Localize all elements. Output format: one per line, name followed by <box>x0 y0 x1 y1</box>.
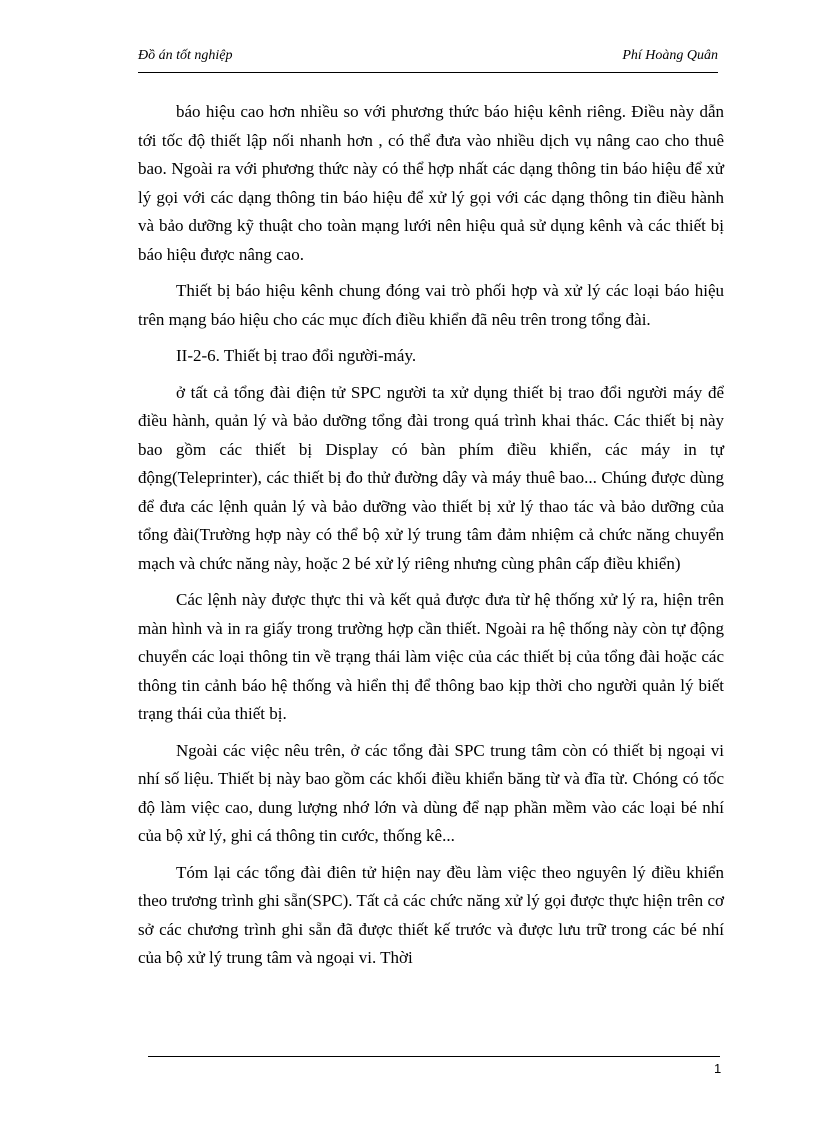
footer-divider <box>148 1056 720 1057</box>
paragraph-summary: Tóm lại các tổng đài điên tử hiện nay đều làm việc theo nguyên lý điều khiển theo trương trình ghi sẵn(SPC). Tất cả các chức năng xử lý gọi được thực hiện trên cơ sở các chương trình ghi sẵn đã được thiết kế trước và được lưu trữ trong các bé nhí của bộ xử lý trung tâm và ngoại vi. Thời <box>138 862 724 967</box>
header-author: Phí Hoàng Quân <box>622 48 718 63</box>
page-number: 1 <box>714 1061 722 1076</box>
paragraph-signaling-efficiency: báo hiệu cao hơn nhiều so với phương thức báo hiệu kênh riêng. Điều này dẫn tới tốc độ thiết lập nối nhanh hơn , có thể đưa vào nhiều dịch vụ nâng cao cho thuê bao. Ngoài ra với phương thức này có thể hợp nhất các dạng thông tin báo hiệu để xử lý gọi với các dạng thông tin báo hiệu để xử lý gọi với các dạng thông tin điều hành và bảo dưỡng kỹ thuật cho toàn mạng lưới nên hiệu quả sử dụng kênh và các thiết bị báo hiệu được nâng cao. <box>138 102 724 264</box>
paragraph-data-peripherals: Ngoài các việc nêu trên, ở các tổng đài SPC trung tâm còn có thiết bị ngoại vi nhí số liệu. Thiết bị này bao gồm các khối điều khiển băng từ và đĩa từ. Chóng có tốc độ làm việc cao, dung lượng nhớ lớn và dùng để nạp phần mềm vào các loại bé nhí của bộ xử lý, ghi cá thông tin cước, thống kê... <box>138 740 724 845</box>
document-body <box>138 98 724 981</box>
header-divider <box>138 72 718 73</box>
paragraph-man-machine-devices: ở tất cả tổng đài điện tử SPC người ta xử dụng thiết bị trao đổi người máy để điều hành, quản lý và bảo dưỡng tổng đài trong quá trình khai thác. Các thiết bị này bao gồm các thiết bị Display có bàn phím điều khiển, các máy in tự động(Teleprinter), các thiết bị đo thử đường dây và máy thuê bao... Chúng được dùng để đưa các lệnh quản lý và bảo dưỡng vào thiết bị xử lý thao tác và bảo dưỡng của tổng đài(Trường hợp này có thể bộ xử lý trung tâm đảm nhiệm cả chức năng chuyển mạch và chức năng này, hoặc 2 bé xử lý riêng nhưng cùng phân cấp điều khiển) <box>138 382 724 573</box>
paragraph-common-channel-device: Thiết bị báo hiệu kênh chung đóng vai trò phối hợp và xử lý các loại báo hiệu trên mạng báo hiệu cho các mục đích điều khiển đã nêu trên trong tổng đài. <box>138 281 724 329</box>
page-header <box>138 48 718 72</box>
section-heading: II-2-6. Thiết bị trao đổi người-máy. <box>176 346 417 365</box>
header-document-title: Đồ án tốt nghiệp <box>138 48 233 63</box>
paragraph-command-execution: Các lệnh này được thực thi và kết quả được đưa từ hệ thống xử lý ra, hiện trên màn hình và in ra giấy trong trường hợp cần thiết. Ngoài ra hệ thống này còn tự động chuyển các loại thông tin về trạng thái làm việc của các thiết bị của tổng đài hoặc các thông tin cảnh báo hệ thống và hiển thị để thông bao kịp thời cho người quản lý biết trạng thái của thiết bị. <box>138 590 724 723</box>
